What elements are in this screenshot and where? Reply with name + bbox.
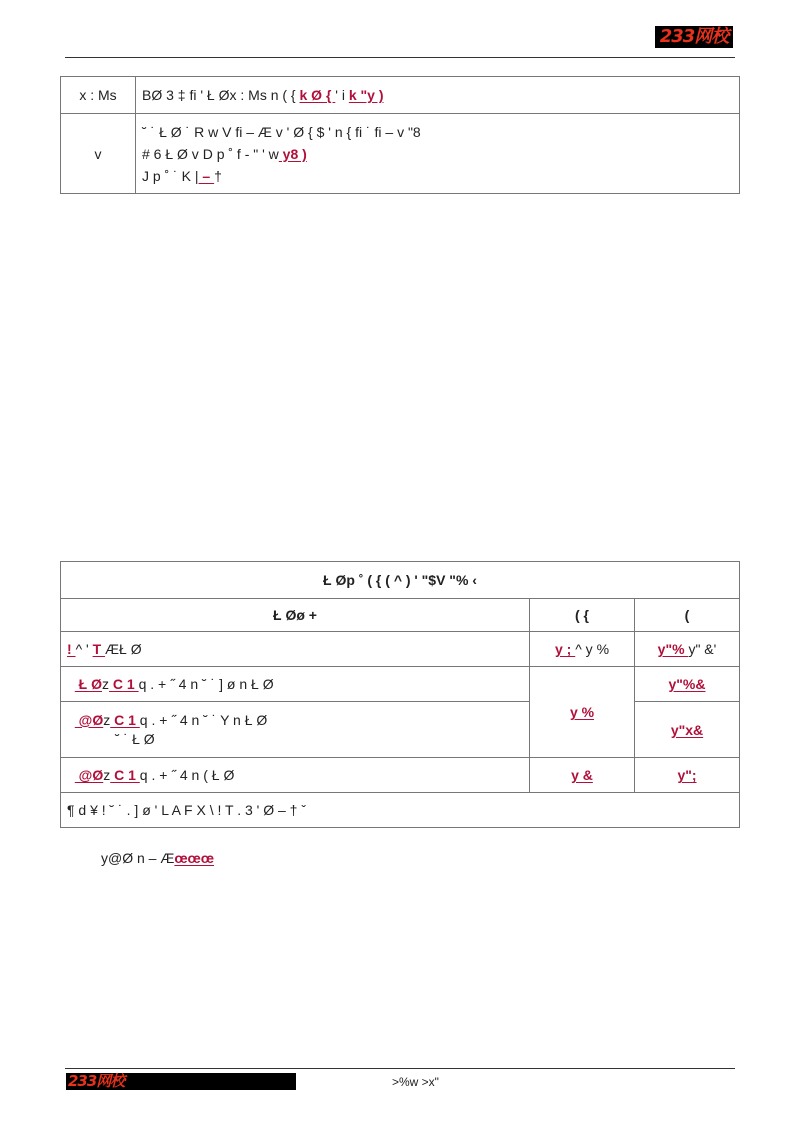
- text-span: q . + ˝ 4 n ˘ ˙ ] ø n Ł Ø: [138, 676, 274, 692]
- text-span: q . + ˝ 4 n ( Ł Ø: [139, 767, 235, 783]
- text-span: q . + ˝ 4 n ˘ ˙ Y n Ł Ø: [139, 711, 268, 728]
- value-cell: [635, 758, 740, 793]
- table-row: [61, 114, 740, 194]
- text-span: ÆŁ Ø: [105, 641, 142, 657]
- value-cell: [530, 632, 635, 667]
- link-text[interactable]: y"%: [657, 641, 689, 657]
- column-header: (: [635, 599, 740, 632]
- item-cell: [61, 702, 530, 758]
- row-content: [136, 114, 740, 194]
- link-text[interactable]: C 1: [110, 767, 140, 783]
- header-rule: [65, 57, 735, 58]
- link-text[interactable]: T: [92, 641, 106, 657]
- link-text[interactable]: C 1: [110, 711, 140, 728]
- table-title: Ł Øp ˚ ( { ( ^ ) ' "$V "% ‹: [61, 562, 740, 599]
- value-cell: [635, 702, 740, 758]
- text-span: z: [103, 767, 111, 783]
- row-label: v: [61, 114, 136, 194]
- link-text[interactable]: @Ø: [74, 767, 104, 783]
- link-text[interactable]: !: [67, 641, 76, 657]
- table-row: [61, 793, 740, 828]
- value-cell: [530, 758, 635, 793]
- row-content: [136, 77, 740, 114]
- link-text[interactable]: y";: [677, 767, 697, 783]
- text-span: # 6 Ł Ø v D p ˚ f - " ' w: [142, 145, 279, 162]
- info-table: [60, 76, 740, 194]
- footer-rule: [65, 1068, 735, 1069]
- note-text: y@Ø n – Æ: [101, 850, 175, 866]
- text-line: [142, 143, 733, 165]
- table-row: [61, 667, 740, 702]
- link-text[interactable]: –: [198, 167, 215, 184]
- page-number: >%w >x": [392, 1075, 439, 1089]
- link-text[interactable]: y8 ): [278, 145, 307, 162]
- link-text[interactable]: y ;: [554, 641, 576, 657]
- table-row: [61, 702, 740, 758]
- item-cell: [61, 667, 530, 702]
- text-line: [142, 165, 733, 187]
- value-cell: [635, 632, 740, 667]
- link-text[interactable]: Ł Ø: [74, 676, 103, 692]
- link-text[interactable]: y &: [571, 767, 593, 783]
- text-span: z: [102, 676, 110, 692]
- table-row: [61, 77, 740, 114]
- text-span: y" &': [688, 641, 717, 657]
- text-span: †: [214, 167, 222, 184]
- table-title-row: [61, 562, 740, 599]
- note-link[interactable]: œœœ: [174, 850, 214, 866]
- text-span: ^ y %: [575, 641, 610, 657]
- link-text[interactable]: @Ø: [74, 711, 104, 728]
- text-line: ˘ ˙ Ł Ø ˙ R w V fi – Æ v ' Ø { $ ' n { fi ˙ fi – v "8: [142, 123, 421, 140]
- column-header: Ł Øø +: [61, 599, 530, 632]
- brand-logo-bottom: [66, 1073, 296, 1090]
- column-header: ( {: [530, 599, 635, 632]
- table-row: [61, 758, 740, 793]
- row-label: x : Ms: [61, 77, 136, 114]
- link-text[interactable]: y"%&: [668, 676, 706, 692]
- note: [101, 850, 214, 866]
- text-span: z: [103, 711, 111, 728]
- footer-cell: ¶ d ¥ ! ˘ ˙ . ] ø ' L A F X \ ! T . 3 ' Ø – † ˇ: [61, 793, 740, 828]
- text-span: J p ˚ ˙ K |: [142, 167, 199, 184]
- item-cell: [61, 632, 530, 667]
- link-text[interactable]: k Ø {: [299, 87, 336, 103]
- text-span: ^ ': [75, 641, 89, 657]
- fee-table: [60, 561, 740, 828]
- table-row: [61, 632, 740, 667]
- link-text[interactable]: y"x&: [670, 721, 704, 738]
- item-cell: [61, 758, 530, 793]
- table-header-row: [61, 599, 740, 632]
- brand-logo-top: 233网校: [655, 26, 733, 48]
- row-text: BØ 3 ‡ fi ' Ł Øx : Ms n ( {: [142, 87, 300, 103]
- value-cell: [635, 667, 740, 702]
- text-line: [67, 711, 523, 730]
- row-text: ' i: [335, 87, 349, 103]
- link-text[interactable]: C 1: [109, 676, 139, 692]
- link-text[interactable]: k "y ): [348, 87, 384, 103]
- link-text[interactable]: y %: [569, 704, 595, 720]
- text-line: ˘ ˙ Ł Ø: [115, 730, 155, 747]
- merged-value-cell: [530, 667, 635, 758]
- footer-logo-text: 233网校: [68, 1072, 125, 1090]
